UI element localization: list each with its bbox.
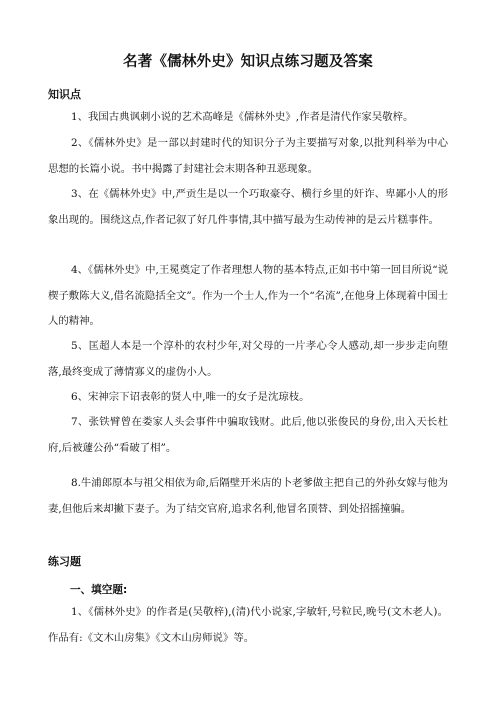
knowledge-point-5: 5、匡超人本是一个淳朴的农村少年,对父母的一片孝心令人感动,却一步步走向堕落,最终变成了薄情寡义的虚伪小人。 (48, 340, 448, 378)
knowledge-point-8: 8.牛浦郎原本与祖父相依为命,后隔壁开米店的卜老爹做主把自己的外孙女嫁与他为妻,但他后来却撇下妻子。为了结交官府,追求名利,他冒名顶替、到处招摇撞骗。 (48, 477, 448, 515)
exercise-item-1: 1、《儒林外史》的作者是(吴敬梓),(清)代小说家,字敏轩,号粒民,晚号(文木老人)。作品有:《文木山房集》《文木山房师说》等。 (48, 606, 448, 644)
knowledge-point-2: 2、《儒林外史》是一部以封建时代的知识分子为主要描写对象,以批判科举为中心思想的长篇小说。书中揭露了封建社会末期各种丑恶现象。 (48, 137, 448, 175)
exercise-heading: 练习题 (48, 555, 81, 568)
knowledge-point-1: 1、我国古典讽刺小说的艺术高峰是《儒林外史》,作者是清代作家吴敬梓。 (71, 111, 414, 123)
knowledge-point-4: 4、《儒林外史》中,王冕奠定了作者理想人物的基本特点,正如书中第一回目所说“说楔子敷陈大义,借名流隐括全文”。作为一个士人,作为一个“名流”,在他身上体现着中国士人的精神。 (48, 264, 448, 327)
knowledge-point-6: 6、宋神宗下诏表彰的贤人中,唯一的女子是沈琼枝。 (71, 391, 310, 403)
fill-in-blank-heading: 一、填空题: (70, 584, 128, 596)
knowledge-point-3: 3、在《儒林外史》中,严贡生是以一个巧取豪夺、横行乡里的奸诈、卑鄙小人的形象出现的。围绕这点,作者记叙了好几件事情,其中描写最为生动传神的是云片糕事件。 (48, 188, 448, 226)
knowledge-heading: 知识点 (48, 88, 81, 101)
document-title: 名著《儒林外史》知识点练习题及答案 (123, 54, 373, 70)
knowledge-point-7: 7、张铁臂曾在娄家人头会事件中骗取钱财。此后,他以张俊民的身份,出入天长杜府,后被蘧公孙“看破了相”。 (48, 416, 448, 454)
